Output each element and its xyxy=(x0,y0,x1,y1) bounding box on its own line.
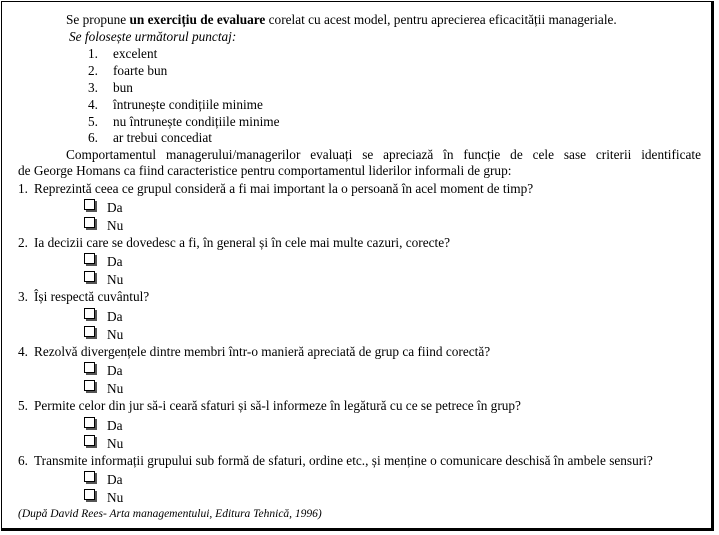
source-citation: (După David Rees- Arta managementului, Editura Tehnică, 1996) xyxy=(18,508,322,520)
intro-text-bold: un exercițiu de evaluare xyxy=(129,12,266,27)
question-number: 4. xyxy=(18,344,28,359)
answer-nu-label: Nu xyxy=(107,327,124,342)
checkbox-nu[interactable] xyxy=(84,271,95,282)
answer-da-label: Da xyxy=(107,472,123,487)
paragraph-line-2: de George Homans ca fiind caracteristice pentru comportamentul liderilor informali de grup: xyxy=(18,163,512,178)
answer-da-label: Da xyxy=(107,418,123,433)
document: Se propune un exercițiu de evaluare corelat cu acest model, pentru aprecierea eficacității manageriale. Se folosește următorul punctaj: 1. excelent 2. foarte bun 3. bun 4. întrunește condițiile minime 5. nu întrunește condițiile minime 6. ar trebui concediat Comportamentul managerului/managerilor evaluați se apreciază în funcție de cele sase criterii identificate de George Homans ca fiind caracteristice pentru comportamentul liderilor informali de grup: 1. Reprezintă ceea ce grupul consideră a fi mai important la o persoană în acel moment de timp? Da Nu 2. Ia decizii care se dovedesc a fi, în general și în cele mai multe cazuri, corecte? Da Nu 3. Își respectă cuvântul? Da Nu 4. Rezolvă divergențele dintre membri într-o manieră apreciată de grup ca fiind corectă? Da Nu 5. Permite celor din jur să-i ceară sfaturi și să-l informeze în legătură cu ce se petrece în grup? Da Nu 6. Transmite informații grupului sub formă de sfaturi, ordine etc., și menține o comunicare deschisă în ambele sensuri? Da Nu (După David Rees- Arta managementului, Editura Tehnică, 1996) xyxy=(0,0,719,535)
answer-nu-label: Nu xyxy=(107,381,124,396)
intro-text-start: Se propune xyxy=(66,12,130,27)
checkbox-da[interactable] xyxy=(84,253,95,264)
question-number: 1. xyxy=(18,181,28,196)
question-text: Rezolvă divergențele dintre membri într-o manieră apreciată de grup ca fiind corectă? xyxy=(34,344,491,359)
question-number: 6. xyxy=(18,453,28,468)
scoring-title: Se folosește următorul punctaj: xyxy=(69,29,237,44)
question-text: Transmite informații grupului sub formă de sfaturi, ordine etc., și menține o comunicare deschisă în ambele sensuri? xyxy=(34,453,653,468)
checkbox-nu[interactable] xyxy=(84,435,95,446)
answer-nu-label: Nu xyxy=(107,436,124,451)
question-text: Permite celor din jur să-i ceară sfaturi și să-l informeze în legătură cu ce se petrece în grup? xyxy=(34,398,521,413)
intro-sentence xyxy=(66,12,617,29)
checkbox-da[interactable] xyxy=(84,471,95,482)
answer-nu-label: Nu xyxy=(107,490,124,505)
answer-nu-label: Nu xyxy=(107,272,124,287)
question-text: Reprezintă ceea ce grupul consideră a fi mai important la o persoană în acel moment de timp? xyxy=(34,181,534,196)
answer-da-label: Da xyxy=(107,363,123,378)
intro-text-end: corelat cu acest model, pentru aprecierea eficacității manageriale. xyxy=(265,12,617,27)
checkbox-nu[interactable] xyxy=(84,326,95,337)
checkbox-nu[interactable] xyxy=(84,489,95,500)
checkbox-nu[interactable] xyxy=(84,217,95,228)
checkbox-da[interactable] xyxy=(84,199,95,210)
question-number: 5. xyxy=(18,398,28,413)
answer-da-label: Da xyxy=(107,254,123,269)
answer-nu-label: Nu xyxy=(107,218,124,233)
checkbox-da[interactable] xyxy=(84,417,95,428)
answer-da-label: Da xyxy=(107,309,123,324)
checkbox-nu[interactable] xyxy=(84,380,95,391)
checkbox-da[interactable] xyxy=(84,362,95,373)
checkbox-da[interactable] xyxy=(84,308,95,319)
paragraph-line-1: Comportamentul managerului/managerilor evaluați se apreciază în funcție de cele sase criterii identificate xyxy=(66,147,701,162)
question-number: 3. xyxy=(18,289,28,304)
question-text: Își respectă cuvântul? xyxy=(34,289,150,304)
answer-da-label: Da xyxy=(107,200,123,215)
question-number: 2. xyxy=(18,235,28,250)
question-text: Ia decizii care se dovedesc a fi, în general și în cele mai multe cazuri, corecte? xyxy=(34,235,451,250)
